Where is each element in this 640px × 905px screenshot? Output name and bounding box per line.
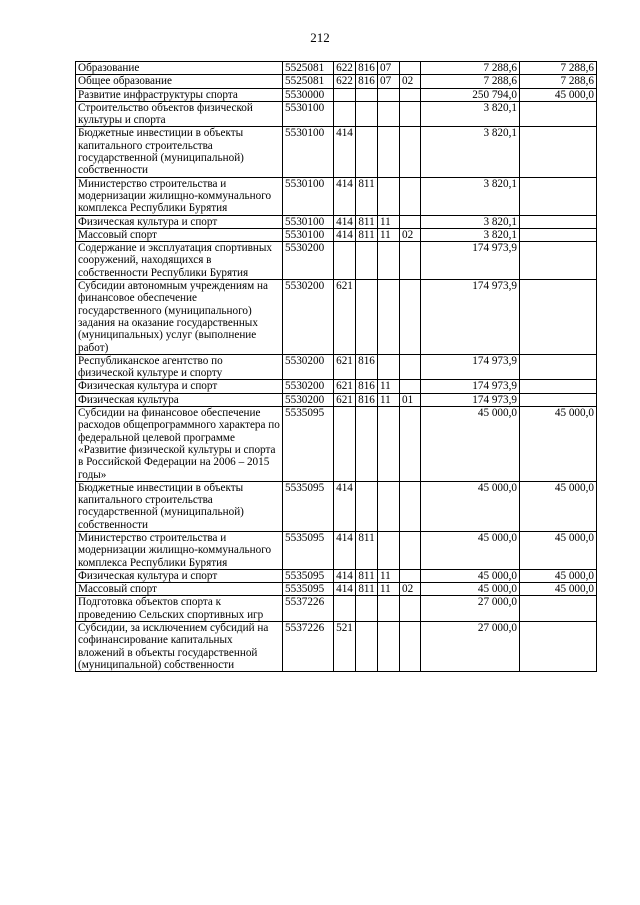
amount-federal-cell	[520, 354, 597, 380]
row-name-cell: Строительство объектов физической культуры и спорта	[76, 101, 283, 127]
section-cell	[378, 101, 400, 127]
row-name-cell: Субсидии, за исключением субсидий на софинансирование капитальных вложений в объекты государственной (муниципальной) собственности	[76, 622, 283, 672]
admin-code-cell: 816	[356, 62, 378, 75]
row-name-cell: Содержание и эксплуатация спортивных сооружений, находящихся в собственности Республики Бурятия	[76, 242, 283, 280]
subsection-cell	[400, 101, 421, 127]
admin-code-cell	[356, 101, 378, 127]
section-cell: 11	[378, 228, 400, 241]
row-name-cell: Министерство строительства и модернизации жилищно-коммунального комплекса Республики Бурятия	[76, 177, 283, 215]
target-article-cell: 5530200	[283, 242, 334, 280]
table-row	[76, 393, 597, 406]
expense-type-cell: 414	[334, 583, 356, 596]
target-article-cell: 5530200	[283, 380, 334, 393]
subsection-cell: 02	[400, 75, 421, 88]
row-name-cell: Массовый спорт	[76, 228, 283, 241]
expense-type-cell: 622	[334, 75, 356, 88]
row-name-cell: Субсидии на финансовое обеспечение расходов общепрограммного характера по федеральной целевой программе «Развитие физической культуры и спорта в Российской Федерации на 2006 – 2015 годы»	[76, 407, 283, 482]
admin-code-cell: 811	[356, 177, 378, 215]
amount-federal-cell	[520, 215, 597, 228]
amount-cell: 7 288,6	[421, 62, 520, 75]
table-row	[76, 596, 597, 622]
amount-cell: 174 973,9	[421, 354, 520, 380]
row-name-cell: Массовый спорт	[76, 583, 283, 596]
admin-code-cell: 811	[356, 531, 378, 569]
admin-code-cell: 811	[356, 215, 378, 228]
section-cell: 11	[378, 215, 400, 228]
amount-cell: 27 000,0	[421, 596, 520, 622]
amount-federal-cell	[520, 242, 597, 280]
expense-type-cell: 414	[334, 569, 356, 582]
target-article-cell: 5530100	[283, 127, 334, 177]
expense-type-cell: 621	[334, 393, 356, 406]
expense-type-cell: 414	[334, 531, 356, 569]
target-article-cell: 5535095	[283, 531, 334, 569]
table-row	[76, 583, 597, 596]
subsection-cell	[400, 622, 421, 672]
section-cell: 11	[378, 380, 400, 393]
row-name-cell: Развитие инфраструктуры спорта	[76, 88, 283, 101]
table-row	[76, 215, 597, 228]
expense-type-cell: 521	[334, 622, 356, 672]
amount-federal-cell	[520, 127, 597, 177]
table-row	[76, 177, 597, 215]
page-number: 212	[310, 30, 330, 45]
section-cell	[378, 88, 400, 101]
target-article-cell: 5530200	[283, 393, 334, 406]
section-cell	[378, 622, 400, 672]
amount-cell: 3 820,1	[421, 228, 520, 241]
section-cell	[378, 354, 400, 380]
table-row	[76, 242, 597, 280]
amount-cell: 45 000,0	[421, 569, 520, 582]
row-name-cell: Подготовка объектов спорта к проведению Сельских спортивных игр	[76, 596, 283, 622]
subsection-cell	[400, 215, 421, 228]
amount-cell: 45 000,0	[421, 481, 520, 531]
admin-code-cell	[356, 242, 378, 280]
expense-type-cell: 621	[334, 280, 356, 355]
amount-federal-cell: 45 000,0	[520, 407, 597, 482]
target-article-cell: 5537226	[283, 596, 334, 622]
amount-cell: 174 973,9	[421, 280, 520, 355]
subsection-cell	[400, 88, 421, 101]
target-article-cell: 5537226	[283, 622, 334, 672]
target-article-cell: 5525081	[283, 62, 334, 75]
section-cell	[378, 481, 400, 531]
amount-cell: 174 973,9	[421, 393, 520, 406]
section-cell: 07	[378, 75, 400, 88]
row-name-cell: Бюджетные инвестиции в объекты капитального строительства государственной (муниципальной) собственности	[76, 127, 283, 177]
amount-cell: 174 973,9	[421, 242, 520, 280]
subsection-cell	[400, 354, 421, 380]
table-row	[76, 380, 597, 393]
amount-federal-cell: 7 288,6	[520, 75, 597, 88]
section-cell	[378, 127, 400, 177]
expense-type-cell	[334, 242, 356, 280]
subsection-cell	[400, 127, 421, 177]
row-name-cell: Республиканское агентство по физической культуре и спорту	[76, 354, 283, 380]
amount-federal-cell	[520, 177, 597, 215]
amount-federal-cell: 45 000,0	[520, 531, 597, 569]
admin-code-cell: 816	[356, 75, 378, 88]
expense-type-cell	[334, 407, 356, 482]
table-row	[76, 88, 597, 101]
row-name-cell: Образование	[76, 62, 283, 75]
admin-code-cell	[356, 407, 378, 482]
admin-code-cell	[356, 481, 378, 531]
amount-federal-cell	[520, 622, 597, 672]
expense-type-cell: 621	[334, 354, 356, 380]
admin-code-cell	[356, 127, 378, 177]
admin-code-cell: 811	[356, 583, 378, 596]
table-body	[76, 62, 597, 672]
section-cell	[378, 280, 400, 355]
amount-cell: 3 820,1	[421, 127, 520, 177]
amount-federal-cell	[520, 380, 597, 393]
section-cell	[378, 242, 400, 280]
section-cell	[378, 596, 400, 622]
row-name-cell: Физическая культура	[76, 393, 283, 406]
target-article-cell: 5530200	[283, 280, 334, 355]
admin-code-cell	[356, 622, 378, 672]
amount-federal-cell: 45 000,0	[520, 88, 597, 101]
subsection-cell	[400, 62, 421, 75]
table-row	[76, 127, 597, 177]
expense-type-cell: 621	[334, 380, 356, 393]
amount-cell: 45 000,0	[421, 407, 520, 482]
table-row	[76, 531, 597, 569]
target-article-cell: 5530100	[283, 228, 334, 241]
amount-cell: 27 000,0	[421, 622, 520, 672]
table-row	[76, 481, 597, 531]
amount-federal-cell: 7 288,6	[520, 62, 597, 75]
subsection-cell	[400, 177, 421, 215]
target-article-cell: 5535095	[283, 569, 334, 582]
admin-code-cell	[356, 596, 378, 622]
subsection-cell	[400, 596, 421, 622]
target-article-cell: 5525081	[283, 75, 334, 88]
amount-federal-cell: 45 000,0	[520, 569, 597, 582]
section-cell: 11	[378, 393, 400, 406]
amount-federal-cell	[520, 596, 597, 622]
row-name-cell: Физическая культура и спорт	[76, 215, 283, 228]
subsection-cell: 01	[400, 393, 421, 406]
target-article-cell: 5530100	[283, 177, 334, 215]
subsection-cell	[400, 242, 421, 280]
amount-cell: 174 973,9	[421, 380, 520, 393]
section-cell: 07	[378, 62, 400, 75]
table-row	[76, 569, 597, 582]
amount-federal-cell: 45 000,0	[520, 583, 597, 596]
subsection-cell: 02	[400, 583, 421, 596]
target-article-cell: 5535095	[283, 583, 334, 596]
row-name-cell: Физическая культура и спорт	[76, 569, 283, 582]
target-article-cell: 5530100	[283, 101, 334, 127]
section-cell	[378, 177, 400, 215]
expense-type-cell: 414	[334, 177, 356, 215]
target-article-cell: 5530100	[283, 215, 334, 228]
budget-table	[75, 61, 597, 672]
amount-federal-cell: 45 000,0	[520, 481, 597, 531]
amount-federal-cell	[520, 101, 597, 127]
expense-type-cell: 414	[334, 481, 356, 531]
subsection-cell	[400, 407, 421, 482]
amount-cell: 45 000,0	[421, 531, 520, 569]
admin-code-cell: 811	[356, 569, 378, 582]
target-article-cell: 5530000	[283, 88, 334, 101]
expense-type-cell: 414	[334, 215, 356, 228]
admin-code-cell: 811	[356, 228, 378, 241]
expense-type-cell	[334, 101, 356, 127]
amount-cell: 7 288,6	[421, 75, 520, 88]
section-cell	[378, 407, 400, 482]
admin-code-cell: 816	[356, 380, 378, 393]
admin-code-cell	[356, 280, 378, 355]
table-row	[76, 407, 597, 482]
section-cell: 11	[378, 583, 400, 596]
row-name-cell: Субсидии автономным учреждениям на финансовое обеспечение государственного (муниципального) задания на оказание государственных (муниципальных) услуг (выполнение работ)	[76, 280, 283, 355]
admin-code-cell: 816	[356, 393, 378, 406]
expense-type-cell: 622	[334, 62, 356, 75]
section-cell	[378, 531, 400, 569]
expense-type-cell	[334, 596, 356, 622]
subsection-cell	[400, 481, 421, 531]
table-row	[76, 280, 597, 355]
section-cell: 11	[378, 569, 400, 582]
row-name-cell: Общее образование	[76, 75, 283, 88]
expense-type-cell: 414	[334, 228, 356, 241]
row-name-cell: Министерство строительства и модернизации жилищно-коммунального комплекса Республики Бурятия	[76, 531, 283, 569]
admin-code-cell: 816	[356, 354, 378, 380]
table-row	[76, 101, 597, 127]
amount-federal-cell	[520, 393, 597, 406]
target-article-cell: 5530200	[283, 354, 334, 380]
amount-cell: 3 820,1	[421, 101, 520, 127]
table-row	[76, 62, 597, 75]
subsection-cell	[400, 380, 421, 393]
row-name-cell: Бюджетные инвестиции в объекты капитального строительства государственной (муниципальной) собственности	[76, 481, 283, 531]
table-row	[76, 622, 597, 672]
amount-federal-cell	[520, 228, 597, 241]
target-article-cell: 5535095	[283, 407, 334, 482]
amount-cell: 3 820,1	[421, 215, 520, 228]
amount-cell: 45 000,0	[421, 583, 520, 596]
subsection-cell	[400, 531, 421, 569]
admin-code-cell	[356, 88, 378, 101]
expense-type-cell	[334, 88, 356, 101]
expense-type-cell: 414	[334, 127, 356, 177]
table-row	[76, 354, 597, 380]
amount-federal-cell	[520, 280, 597, 355]
subsection-cell	[400, 569, 421, 582]
target-article-cell: 5535095	[283, 481, 334, 531]
amount-cell: 250 794,0	[421, 88, 520, 101]
table-row	[76, 75, 597, 88]
subsection-cell: 02	[400, 228, 421, 241]
table-row	[76, 228, 597, 241]
amount-cell: 3 820,1	[421, 177, 520, 215]
subsection-cell	[400, 280, 421, 355]
row-name-cell: Физическая культура и спорт	[76, 380, 283, 393]
